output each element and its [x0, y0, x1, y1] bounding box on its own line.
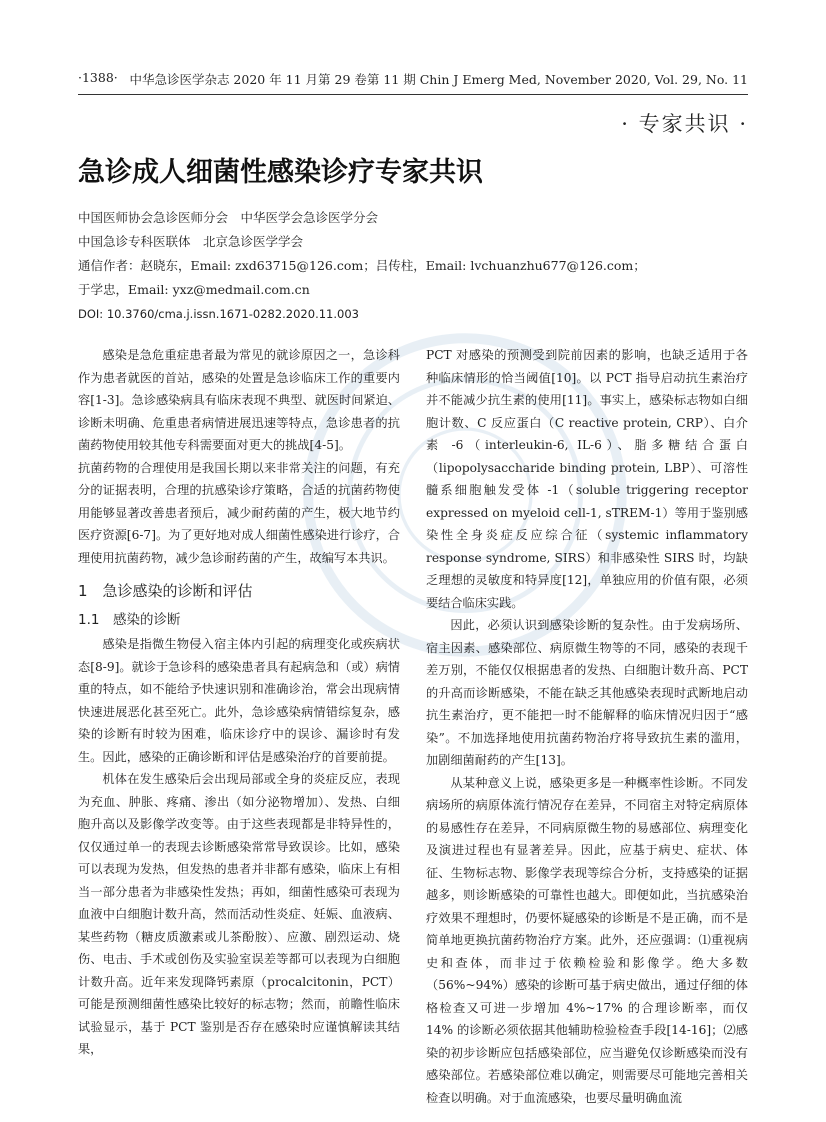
intro-paragraph: 感染是急危重症患者最为常见的就诊原因之一，急诊科作为患者就医的首站，感染的处置是急诊临床工作的重要内容[1-3]。急诊感染病具有临床表现不典型、就医时间紧迫、诊断未明确、危重患者病情进展迅速等特点，急诊患者的抗菌药物使用较其他专科需要面对更大的挑战[4-5]。 [78, 348, 400, 452]
subsection-heading: 1.1 感染的诊断 [78, 612, 181, 628]
author-line: 中国急诊专科医联体 北京急诊医学学会 [78, 234, 304, 249]
correspondence-line: 于学忠，Email: yxz@medmail.com.cn [78, 282, 310, 297]
correspondence-line: 通信作者：赵晓东，Email: zxd63715@126.com；吕传柱，Email: lvchuanzhu677@126.com； [78, 258, 646, 273]
author-block [78, 206, 758, 326]
section-label: · 专家共识 · [621, 112, 748, 136]
body-paragraph: PCT 对感染的预测受到院前因素的影响，也缺乏适用于各种临床情形的恰当阈值[10]。以 PCT 指导启动抗生素治疗并不能减少抗生素的使用[11]。事实上，感染标志物如白细胞计数、C 反应蛋白（C reactive protein, CRP）、白介素 -6（interleukin-6, IL-6）、脂多糖结合蛋白（lipopolysaccharide binding protein, LBP）、可溶性髓系细胞触发受体 -1（soluble triggering receptor expressed on myeloid cell-1, sTREM-1）等用于鉴别感染性全身炎症反应综合征（systemic inflammatory response syndrome, SIRS）和非感染性 SIRS 时，均缺乏理想的灵敏度和特异度[12]，单独应用的价值有限，必须要结合临床实践。 [426, 348, 748, 610]
body-paragraph: 从某种意义上说，感染更多是一种概率性诊断。不同发病场所的病原体流行情况存在差异，不同宿主对特定病原体的易感性存在差异，不同病原微生物的易感部位、病理变化及演进过程也有显著差异。因此，应基于病史、症状、体征、生物标志物、影像学表现等综合分析，支持感染的证据越多，则诊断感染的可靠性也越大。即便如此，当抗感染治疗效果不理想时，仍要怀疑感染的诊断是不是正确，而不是简单地更换抗菌药物治疗方案。此外，还应强调：⑴重视病史和查体，而非过于依赖检验和影像学。绝大多数（56%~94%）感染的诊断可基于病史做出，通过仔细的体格检查又可进一步增加 4%~17% 的合理诊断率，而仅 14% 的诊断必须依据其他辅助检验检查手段[14-16]；⑵感染的初步诊断应包括感染部位，应当避免仅诊断感染而没有感染部位。若感染部位难以确定，则需要尽可能地完善相关检查以明确。对于血流感染，也要尽量明确血流 [426, 775, 748, 1105]
left-column [78, 344, 400, 1061]
journal-citation: 中华急诊医学杂志 2020 年 11 月第 29 卷第 11 期 Chin J Emerg Med, November 2020, Vol. 29, No. 11 [129, 72, 748, 87]
right-column [426, 344, 748, 1109]
author-line: 中国医师协会急诊医师分会 中华医学会急诊医学分会 [78, 210, 379, 225]
running-header [78, 70, 748, 90]
body-paragraph: 因此，必须认识到感染诊断的复杂性。由于发病场所、宿主因素、感染部位、病原微生物等的不同，感染的表现千差万别，不能仅仅根据患者的发热、白细胞计数升高、PCT 的升高而诊断感染，不能在缺乏其他感染表现时武断地启动抗生素治疗，更不能把一时不能解释的临床情况归因于“感染”。不加选择地使用抗菌药物治疗将导致抗生素的滥用，加剧细菌耐药的产生[13]。 [426, 618, 748, 767]
body-paragraph: 机体在发生感染后会出现局部或全身的炎症反应，表现为充血、肿胀、疼痛、渗出（如分泌物增加）、发热、白细胞升高以及影像学改变等。由于这些表现都是非特异性的，仅仅通过单一的表现去诊断感染常常导致误诊。比如，感染可以表现为发热，但发热的患者并非都有感染，临床上有相当一部分患者为非感染性发热；再如，细菌性感染可表现为血液中白细胞计数升高，然而活动性炎症、妊娠、血液病、某些药物（糖皮质激素或儿茶酚胺）、应激、剧烈运动、烧伤、电击、手术或创伤及实验室误差等都可以表现为白细胞计数升高。近年来发现降钙素原（procalcitonin，PCT）可能是预测细菌性感染比较好的标志物；然而，前瞻性临床试验显示，基于 PCT 鉴别是否存在感染时应谨慎解读其结果， [78, 772, 400, 1056]
section-heading: 1 急诊感染的诊断和评估 [78, 582, 253, 600]
body-paragraph: 感染是指微生物侵入宿主体内引起的病理变化或疾病状态[8-9]。就诊于急诊科的感染患者具有起病急和（或）病情重的特点，如不能给予快速识别和准确诊治，常会出现病情快速进展恶化甚至死亡。此外，急诊感染病情错综复杂，感染的诊断有时较为困难，临床诊疗中的误诊、漏诊时有发生。因此，感染的正确诊断和评估是感染治疗的首要前提。 [78, 637, 400, 764]
article-title: 急诊成人细菌性感染诊疗专家共识 [78, 157, 483, 188]
page-number: ·1388· [78, 70, 118, 85]
intro-paragraph-continued: 抗菌药物的合理使用是我国长期以来非常关注的问题，有充分的证据表明，合理的抗感染诊疗策略，合适的抗菌药物使用能够显著改善患者预后，减少耐药菌的产生，极大地节约医疗资源[6-7]。为了更好地对成人细菌性感染进行诊疗，合理使用抗菌药物，减少急诊耐药菌的产生，故编写本共识。 [78, 460, 400, 565]
doi: DOI: 10.3760/cma.j.issn.1671-0282.2020.11.003 [78, 307, 359, 321]
header-divider [78, 94, 748, 95]
